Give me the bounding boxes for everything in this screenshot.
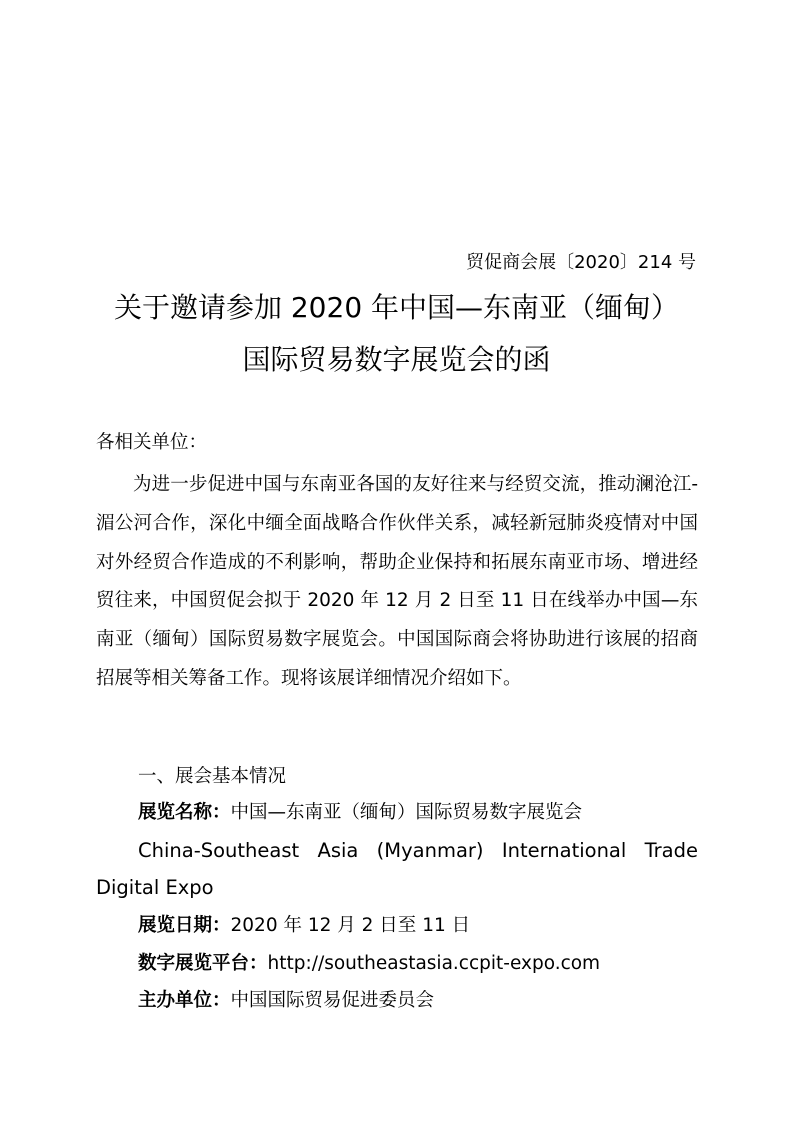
expo-name-value: 中国—东南亚（缅甸）国际贸易数字展览会 bbox=[230, 802, 583, 823]
document-title-line-1: 关于邀请参加 2020 年中国—东南亚（缅甸） bbox=[113, 291, 680, 324]
expo-name-en-line-2: Digital Expo bbox=[96, 876, 214, 899]
document-number: 贸促商会展〔2020〕214 号 bbox=[466, 252, 696, 273]
platform-row bbox=[96, 949, 698, 979]
expo-name-en-text: China-Southeast Asia (Myanmar) International Trade bbox=[138, 839, 698, 862]
section-heading: 一、展会基本情况 bbox=[138, 766, 287, 787]
document-title-line-2: 国际贸易数字展览会的函 bbox=[242, 343, 551, 376]
organizer-label: 主办单位： bbox=[138, 990, 231, 1011]
expo-date-label: 展览日期： bbox=[138, 915, 231, 936]
salutation: 各相关单位： bbox=[96, 432, 208, 453]
organizer-row bbox=[96, 986, 698, 1016]
expo-date-row bbox=[96, 911, 698, 941]
platform-url[interactable]: http://southeastasia.ccpit-expo.com bbox=[267, 953, 601, 974]
expo-date-value: 2020 年 12 月 2 日至 11 日 bbox=[230, 915, 471, 936]
platform-label: 数字展览平台： bbox=[138, 953, 268, 974]
expo-name-label: 展览名称： bbox=[138, 802, 231, 823]
organizer-value: 中国国际贸易促进委员会 bbox=[230, 990, 435, 1011]
expo-name-row bbox=[96, 798, 698, 828]
expo-name-en-line-1 bbox=[96, 836, 698, 866]
intro-paragraph: 为进一步促进中国与东南亚各国的友好往来与经贸交流，推动澜沧江-湄公河合作，深化中缅全面战略合作伙伴关系，减轻新冠肺炎疫情对中国对外经贸合作造成的不利影响，帮助企业保持和拓展东南亚市场、增进经贸往来，中国贸促会拟于 2020 年 12 月 2 日至 11 日在线举办中国—东南亚（缅甸）国际贸易数字展览会。中国国际商会将协助进行该展的招商招展等相关筹备工作。现将该展详细情况介绍如下。 bbox=[96, 474, 698, 689]
